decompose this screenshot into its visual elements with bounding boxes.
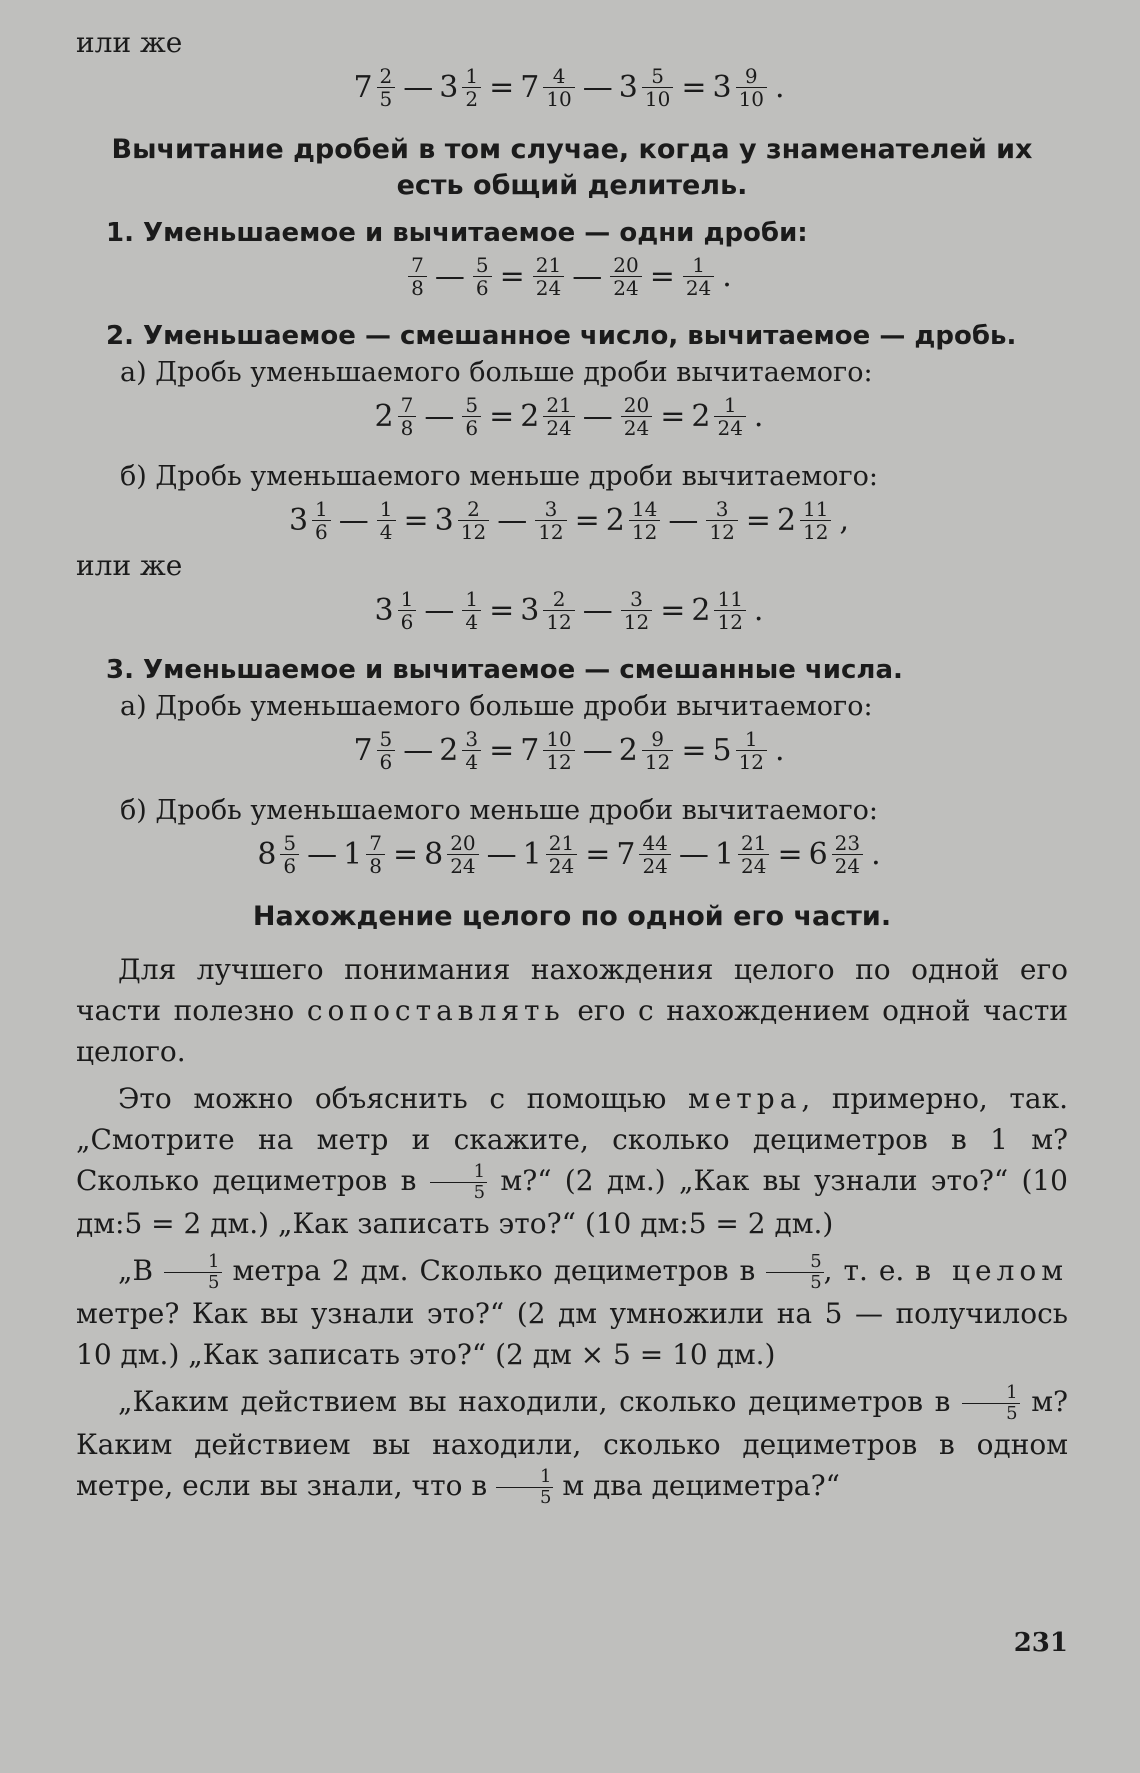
fraction-denominator: 10 — [642, 87, 673, 110]
operator: = — [489, 733, 515, 768]
operator: — — [486, 837, 517, 872]
fraction-numerator: 1 — [723, 393, 737, 417]
mixed-number — [619, 65, 676, 110]
fraction-numerator: 3 — [544, 497, 558, 521]
fraction-denominator: 12 — [642, 750, 673, 773]
operator: — — [403, 70, 434, 105]
fraction-denominator: 4 — [462, 610, 481, 633]
fraction-denominator: 5 — [962, 1403, 1019, 1424]
fraction-numerator: 7 — [411, 253, 424, 277]
fraction-numerator: 20 — [450, 831, 476, 855]
fraction-numerator: 44 — [642, 831, 668, 855]
fraction-numerator: 7 — [369, 831, 382, 855]
fraction — [714, 394, 745, 439]
fraction — [462, 394, 481, 439]
p3-text-c: , т. е. — [823, 1254, 916, 1287]
paragraph-1 — [76, 949, 1068, 1072]
mixed-number — [439, 65, 483, 110]
operator: — — [338, 503, 369, 538]
mixed-number — [681, 254, 716, 299]
fraction-numerator: 20 — [613, 253, 639, 277]
paragraph-2 — [76, 1078, 1068, 1244]
fraction-numerator: 2 — [379, 64, 393, 88]
operator: , — [839, 503, 850, 538]
operator: = — [403, 503, 429, 538]
fraction-numerator: 5 — [379, 727, 393, 751]
mixed-number — [520, 65, 577, 110]
operator: = — [489, 399, 515, 434]
fraction — [535, 498, 566, 543]
whole-part: 7 — [353, 733, 373, 768]
fraction — [736, 728, 767, 773]
fraction-numerator: 23 — [834, 831, 861, 855]
whole-part: 8 — [257, 837, 277, 872]
whole-part: 6 — [808, 837, 828, 872]
fraction-denominator: 24 — [543, 416, 574, 439]
mixed-number — [809, 832, 866, 877]
fraction-numerator: 21 — [740, 831, 767, 855]
case-3b-label: б) Дробь уменьшаемого меньше дроби вычитаемого: — [120, 795, 879, 826]
fraction-numerator: 1 — [744, 727, 758, 751]
mixed-number — [520, 728, 577, 773]
formula-3b — [76, 832, 1068, 877]
operator: . — [775, 70, 785, 105]
operator: — — [497, 503, 528, 538]
fraction-denominator: 8 — [408, 276, 427, 299]
operator: . — [775, 733, 785, 768]
fraction-denominator: 10 — [736, 87, 767, 110]
whole-part: 2 — [374, 399, 394, 434]
fraction — [642, 728, 673, 773]
mixed-number — [435, 498, 492, 543]
fraction — [408, 254, 427, 299]
section-heading-subtraction — [76, 132, 1068, 204]
fraction-numerator: 1 — [465, 64, 479, 88]
p2-text-c: м?“ (2 дм.) „Как вы узнали это?“ (10 дм:5 = 2 дм.) „Как записать это?“ (10 дм:5 = 2 дм.) — [76, 1164, 1068, 1240]
or-label-2: или же — [76, 549, 183, 582]
fraction-numerator: 1 — [379, 497, 393, 521]
whole-part: 2 — [605, 503, 625, 538]
fraction-numerator: 20 — [623, 393, 650, 417]
fraction-numerator: 3 — [465, 727, 479, 751]
fraction-denominator: 24 — [714, 416, 745, 439]
fraction — [621, 394, 652, 439]
operator: — — [582, 70, 613, 105]
mixed-number — [777, 498, 834, 543]
fraction-denominator: 12 — [621, 610, 652, 633]
mixed-number — [343, 832, 387, 877]
fraction-denominator: 12 — [800, 520, 831, 543]
whole-part: 1 — [714, 837, 734, 872]
paragraph-3 — [76, 1250, 1068, 1375]
fraction-numerator: 5 — [810, 1251, 822, 1272]
fraction-denominator: 12 — [629, 520, 660, 543]
fraction — [447, 832, 478, 877]
whole-part: 3 — [439, 70, 459, 105]
fraction — [462, 588, 481, 633]
fraction-numerator: 7 — [400, 393, 414, 417]
operator: — — [572, 259, 603, 294]
operator: = — [745, 503, 771, 538]
operator: . — [871, 837, 881, 872]
formula-2b — [76, 498, 1068, 543]
fraction — [377, 728, 396, 773]
fraction — [533, 254, 564, 299]
p1-text-b: его с нахождением одной части целого. — [76, 994, 1068, 1068]
fraction-denominator: 24 — [639, 854, 670, 877]
fraction — [398, 394, 417, 439]
fraction-numerator: 1 — [315, 497, 328, 521]
fraction — [800, 498, 831, 543]
fraction-numerator: 14 — [631, 497, 658, 521]
operator: — — [424, 399, 455, 434]
whole-part: 2 — [691, 593, 711, 628]
fraction-denominator: 8 — [398, 416, 417, 439]
mixed-number — [520, 588, 577, 633]
fraction-denominator: 6 — [473, 276, 492, 299]
whole-part: 8 — [424, 837, 444, 872]
p4-text-c: м два дециметра?“ — [553, 1469, 840, 1502]
case-3-title: 3. Уменьшаемое и вычитаемое — смешанные числа. — [106, 655, 903, 685]
fraction — [714, 588, 745, 633]
p4-text-a: „Каким действием вы находили, сколько дециметров в — [118, 1385, 963, 1418]
operator: — — [434, 259, 465, 294]
fraction-denominator: 24 — [683, 276, 714, 299]
p2-spaced-word: метра — [687, 1082, 802, 1115]
fraction-numerator: 3 — [715, 497, 729, 521]
formula-0 — [76, 65, 1068, 110]
fraction — [639, 832, 670, 877]
whole-part: 7 — [353, 70, 373, 105]
fraction-denominator: 4 — [377, 520, 396, 543]
case-2a-label: а) Дробь уменьшаемого больше дроби вычитаемого: — [120, 357, 873, 388]
whole-part: 3 — [374, 593, 394, 628]
heading-line-2: есть общий делитель. — [396, 170, 748, 201]
p1-spaced-word: сопоставлять — [306, 994, 565, 1027]
p2-text-b: , примерно, так. „Смотрите на метр и скажите, сколько дециметров в 1 м? Сколько дециметров в — [76, 1082, 1068, 1197]
fraction-denominator: 12 — [543, 610, 574, 633]
mixed-number — [616, 832, 673, 877]
inline-fraction — [496, 1467, 553, 1508]
fraction — [738, 832, 769, 877]
whole-part: 2 — [776, 503, 797, 538]
fraction-numerator: 1 — [1006, 1382, 1018, 1403]
operator: — — [403, 733, 434, 768]
mixed-number — [704, 498, 739, 543]
fraction-numerator: 1 — [473, 1161, 486, 1182]
p3-text-d: метре? Как вы узнали это?“ (2 дм умножили на 5 — получилось 10 дм.) „Как записать это?“ (2 дм × 5 = 10 дм.) — [76, 1297, 1068, 1371]
fraction — [377, 498, 396, 543]
fraction — [642, 65, 673, 110]
p3-spaced-word: в целом — [915, 1254, 1069, 1287]
fraction-denominator: 5 — [377, 87, 396, 110]
inline-fraction — [766, 1252, 823, 1293]
fraction-numerator: 21 — [546, 393, 572, 417]
fraction-numerator: 1 — [208, 1251, 220, 1272]
operator: — — [582, 733, 613, 768]
operator: = — [660, 593, 686, 628]
p1-text-a: Для лучшего понимания нахождения целого по одной его части полезно — [76, 953, 1068, 1027]
fraction — [543, 65, 574, 110]
mixed-number — [619, 588, 654, 633]
fraction-numerator: 21 — [535, 253, 562, 277]
fraction-numerator: 9 — [651, 727, 664, 751]
fraction-denominator: 5 — [766, 1272, 823, 1293]
operator: = — [777, 837, 803, 872]
fraction — [621, 588, 652, 633]
operator: = — [489, 70, 515, 105]
fraction-denominator: 12 — [714, 610, 745, 633]
fraction-denominator: 10 — [543, 87, 574, 110]
heading-line-1: Вычитание дробей в том случае, когда у знаменателей их — [111, 134, 1033, 165]
mixed-number — [289, 498, 333, 543]
inline-fraction — [164, 1252, 221, 1293]
fraction-numerator: 1 — [540, 1466, 552, 1487]
operator: . — [753, 399, 764, 434]
operator: — — [307, 837, 338, 872]
mixed-number — [471, 254, 494, 299]
fraction — [458, 498, 489, 543]
mixed-number — [439, 728, 483, 773]
fraction-numerator: 1 — [692, 253, 705, 277]
fraction — [473, 254, 492, 299]
fraction — [610, 254, 641, 299]
operator: = — [649, 259, 675, 294]
fraction-numerator: 11 — [717, 587, 743, 611]
section-heading-whole: Нахождение целого по одной его части. — [252, 901, 892, 932]
operator: = — [489, 593, 515, 628]
mixed-number — [608, 254, 643, 299]
fraction-denominator: 8 — [366, 854, 385, 877]
fraction-denominator: 12 — [543, 750, 574, 773]
fraction-denominator: 6 — [312, 520, 331, 543]
whole-part: 1 — [343, 837, 363, 872]
fraction-numerator: 10 — [546, 727, 572, 751]
operator: = — [660, 399, 686, 434]
p3-text-b: метра 2 дм. Сколько дециметров в — [221, 1254, 767, 1287]
fraction — [543, 394, 574, 439]
case-3a-label: а) Дробь уменьшаемого больше дроби вычитаемого: — [120, 691, 873, 722]
fraction-numerator: 4 — [552, 64, 566, 88]
whole-part: 7 — [616, 837, 636, 872]
operator: = — [574, 503, 600, 538]
whole-part: 2 — [691, 399, 711, 434]
mixed-number — [606, 498, 663, 543]
fraction-denominator: 24 — [533, 276, 564, 299]
fraction — [398, 588, 417, 633]
mixed-number — [375, 498, 398, 543]
operator: = — [499, 259, 525, 294]
operator: — — [678, 837, 709, 872]
operator: — — [424, 593, 455, 628]
paragraph-4 — [76, 1381, 1068, 1508]
fraction-denominator: 2 — [462, 87, 481, 110]
whole-part: 3 — [618, 70, 638, 105]
mixed-number — [691, 394, 748, 439]
operator: — — [668, 503, 699, 538]
fraction-denominator: 24 — [546, 854, 577, 877]
operator: = — [681, 70, 707, 105]
operator: — — [582, 593, 613, 628]
formula-3a — [76, 728, 1068, 773]
mixed-number — [257, 832, 301, 877]
fraction-denominator: 24 — [447, 854, 478, 877]
fraction-denominator: 24 — [738, 854, 769, 877]
fraction-denominator: 24 — [610, 276, 641, 299]
fraction-denominator: 12 — [535, 520, 566, 543]
fraction-numerator: 5 — [283, 831, 297, 855]
whole-part: 3 — [434, 503, 454, 538]
operator: . — [753, 593, 764, 628]
operator: = — [681, 733, 707, 768]
fraction — [736, 65, 767, 110]
fraction-denominator: 4 — [462, 750, 481, 773]
operator: = — [392, 837, 419, 872]
whole-part: 7 — [520, 733, 540, 768]
fraction — [683, 254, 714, 299]
whole-part: 7 — [520, 70, 540, 105]
fraction-denominator: 24 — [832, 854, 863, 877]
fraction-numerator: 3 — [630, 587, 643, 611]
mixed-number — [619, 394, 654, 439]
whole-part: 3 — [712, 70, 732, 105]
fraction — [462, 65, 481, 110]
fraction-numerator: 5 — [465, 393, 479, 417]
fraction — [462, 728, 481, 773]
fraction-numerator: 9 — [744, 64, 758, 88]
fraction — [543, 588, 574, 633]
whole-part: 2 — [618, 733, 638, 768]
mixed-number — [406, 254, 429, 299]
fraction — [312, 498, 331, 543]
whole-part: 2 — [520, 399, 540, 434]
operator: . — [722, 259, 732, 294]
fraction — [543, 728, 574, 773]
whole-part: 1 — [522, 837, 542, 872]
formula-2b-alt — [76, 588, 1068, 633]
whole-part: 5 — [712, 733, 732, 768]
fraction — [706, 498, 737, 543]
mixed-number — [460, 588, 483, 633]
mixed-number — [715, 832, 772, 877]
fraction-denominator: 6 — [280, 854, 299, 877]
fraction — [377, 65, 396, 110]
fraction-denominator: 12 — [706, 520, 737, 543]
fraction — [832, 832, 863, 877]
mixed-number — [460, 394, 483, 439]
mixed-number — [533, 498, 568, 543]
fraction-numerator: 11 — [803, 497, 829, 521]
mixed-number — [712, 728, 769, 773]
case-2-title: 2. Уменьшаемое — смешанное число, вычитаемое — дробь. — [106, 321, 1017, 351]
mixed-number — [353, 65, 397, 110]
inline-fraction — [430, 1162, 487, 1203]
fraction-denominator: 6 — [377, 750, 396, 773]
fraction-denominator: 24 — [621, 416, 652, 439]
case-1-title: 1. Уменьшаемое и вычитаемое — одни дроби: — [106, 218, 808, 248]
operator: — — [582, 399, 613, 434]
operator: = — [585, 837, 611, 872]
fraction-numerator: 21 — [548, 831, 575, 855]
formula-1 — [76, 254, 1068, 299]
fraction-numerator: 2 — [467, 497, 480, 521]
fraction-denominator: 6 — [462, 416, 481, 439]
fraction-numerator: 5 — [651, 64, 664, 88]
mixed-number — [531, 254, 566, 299]
formula-2a — [76, 394, 1068, 439]
fraction-denominator: 12 — [458, 520, 489, 543]
fraction — [280, 832, 299, 877]
mixed-number — [353, 728, 397, 773]
mixed-number — [619, 728, 676, 773]
whole-part: 2 — [439, 733, 459, 768]
whole-part: 3 — [520, 593, 540, 628]
mixed-number — [424, 832, 481, 877]
fraction-denominator: 6 — [398, 610, 417, 633]
fraction-numerator: 1 — [465, 587, 479, 611]
mixed-number — [375, 394, 419, 439]
case-2b-label: б) Дробь уменьшаемого меньше дроби вычитаемого: — [120, 461, 879, 492]
fraction — [366, 832, 385, 877]
inline-fraction — [962, 1383, 1019, 1424]
fraction-denominator: 5 — [430, 1182, 487, 1203]
p2-text-a: Это можно объяснить с помощью — [118, 1082, 688, 1115]
fraction-denominator: 5 — [164, 1272, 221, 1293]
mixed-number — [520, 394, 577, 439]
body-text — [76, 949, 1068, 1508]
mixed-number — [523, 832, 580, 877]
fraction-denominator: 12 — [736, 750, 767, 773]
fraction — [629, 498, 660, 543]
fraction-numerator: 1 — [400, 587, 414, 611]
mixed-number — [691, 588, 748, 633]
page-number: 231 — [1013, 1628, 1068, 1658]
whole-part: 3 — [288, 503, 309, 538]
fraction-denominator: 5 — [496, 1487, 553, 1508]
fraction — [546, 832, 577, 877]
p4-text-b: м? Каким действием вы находили, сколько дециметров в одном метре, если вы знали, что в — [76, 1385, 1068, 1502]
fraction-numerator: 5 — [475, 253, 489, 277]
p3-text-a: „В — [118, 1254, 165, 1287]
mixed-number — [712, 65, 769, 110]
mixed-number — [375, 588, 419, 633]
or-label: или же — [76, 26, 183, 59]
fraction-numerator: 2 — [552, 587, 566, 611]
